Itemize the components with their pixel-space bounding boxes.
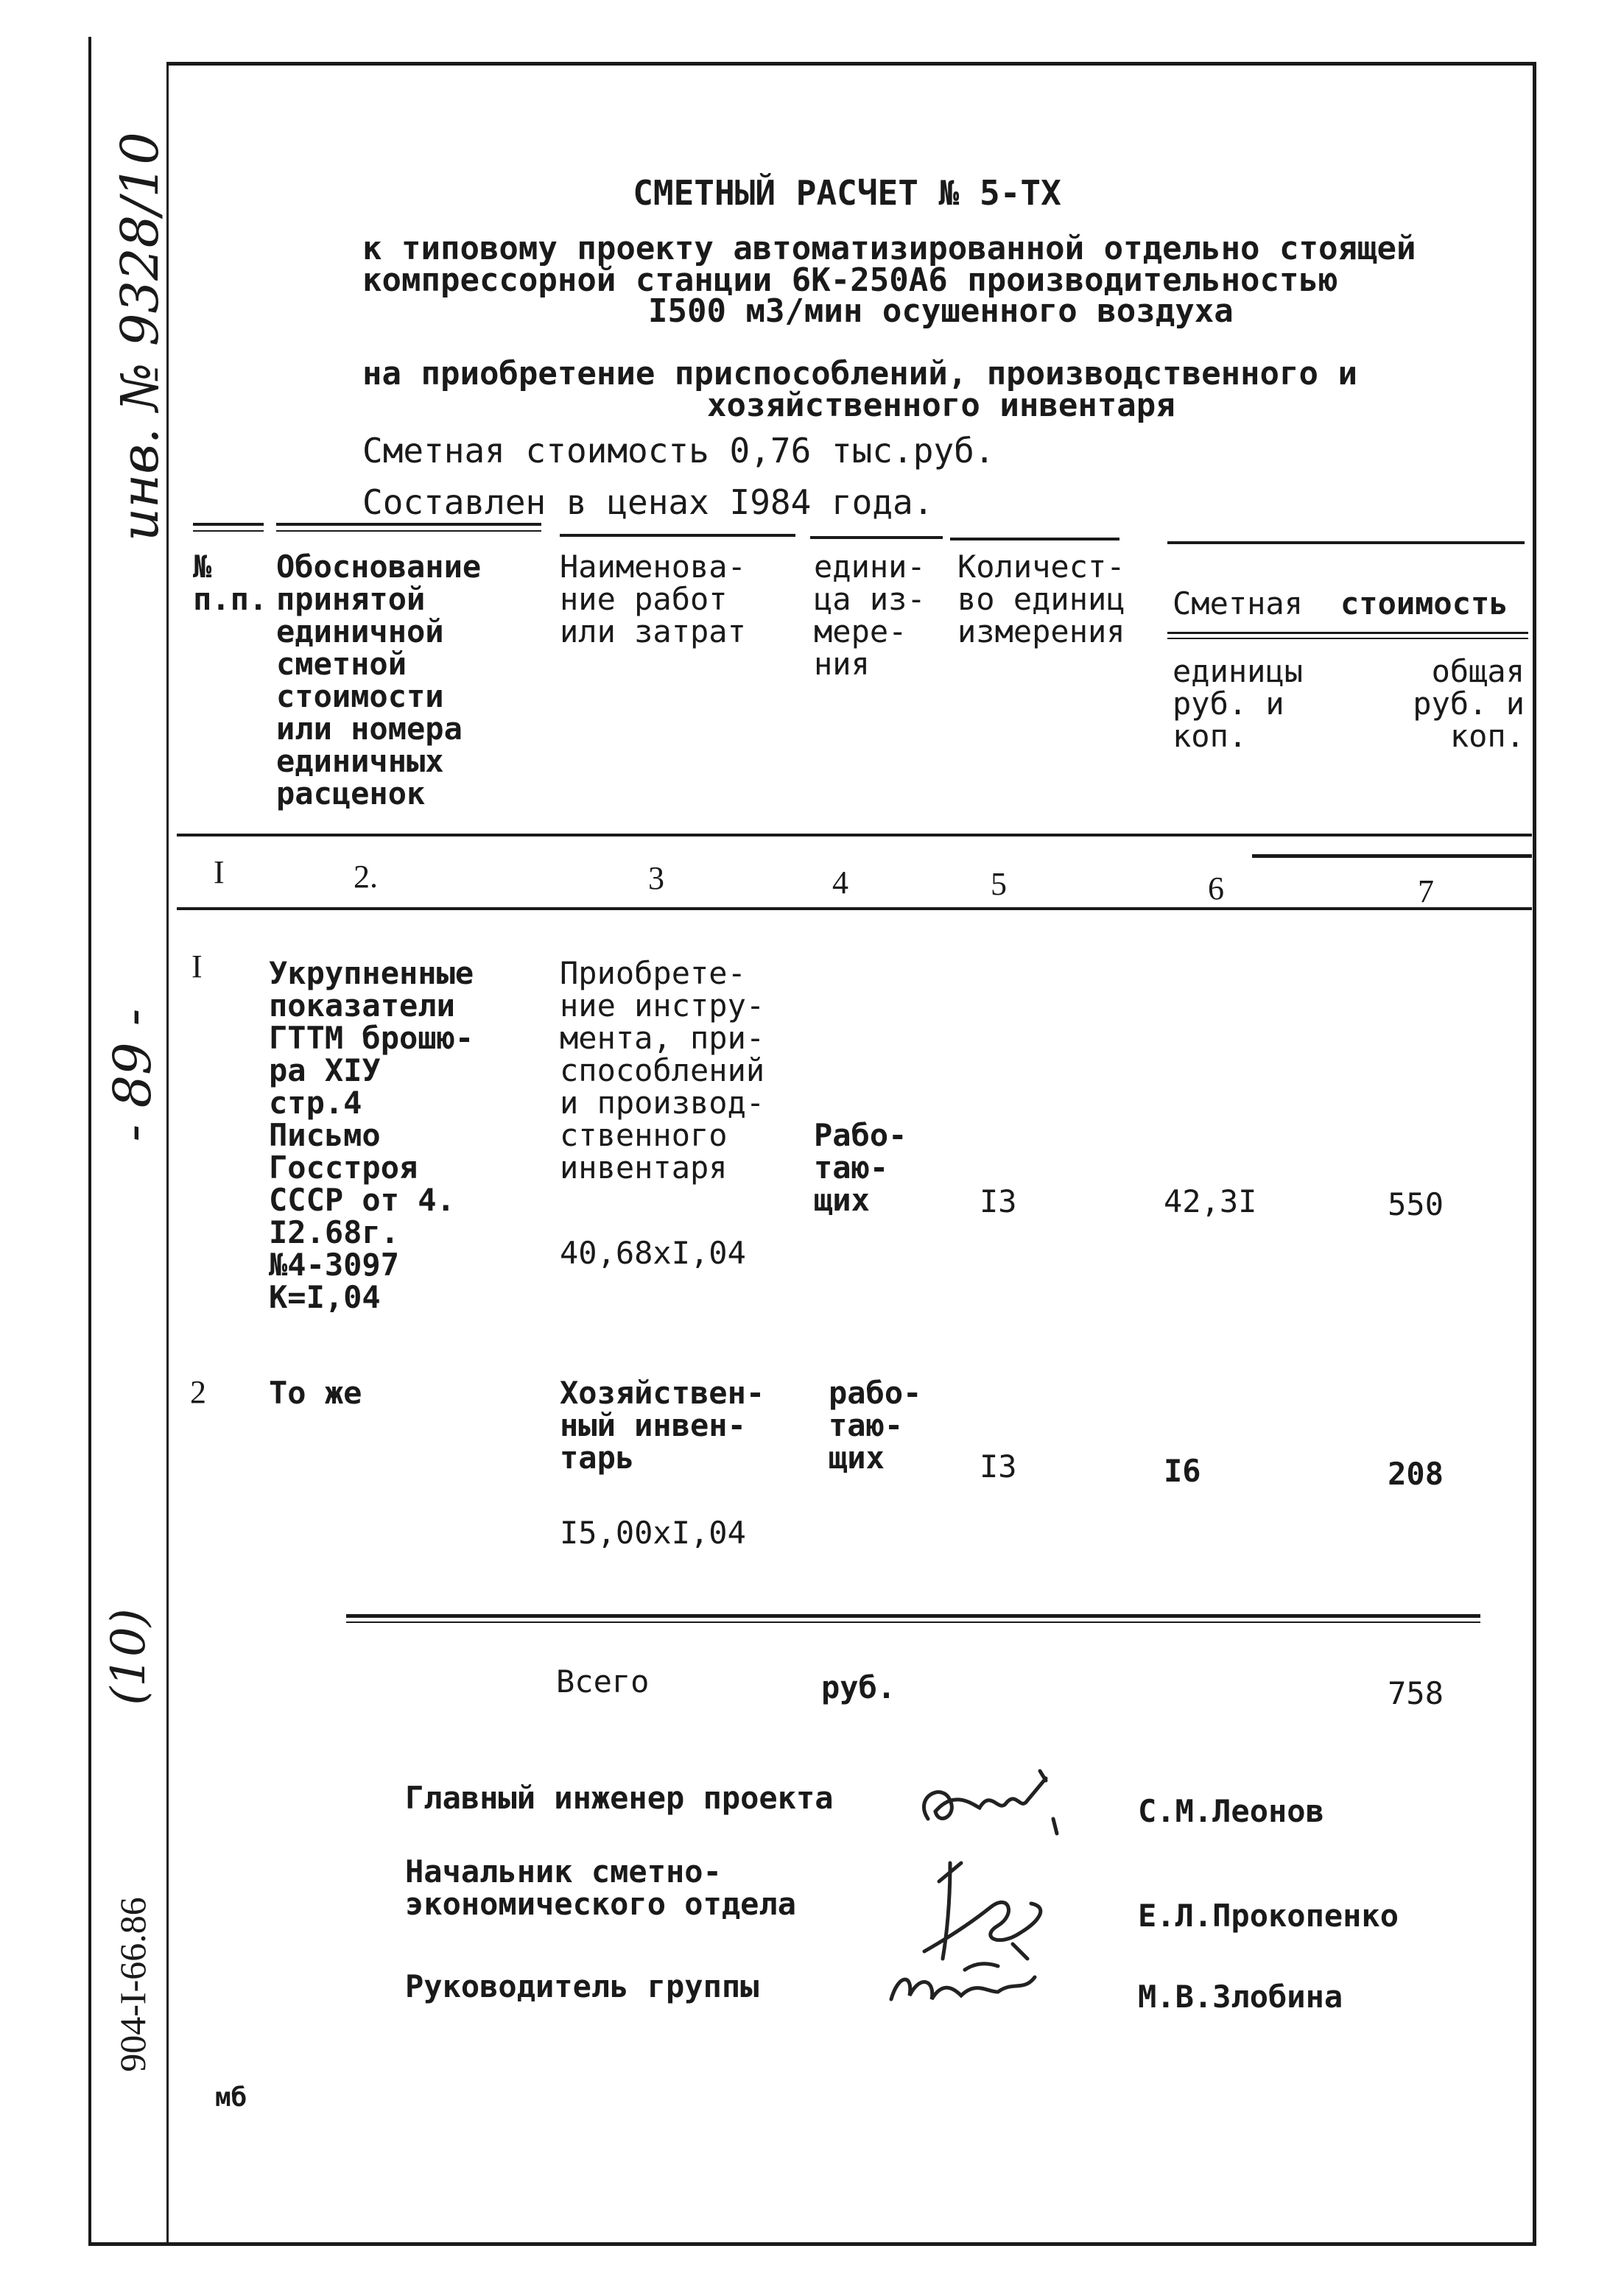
header-col-qty: Количест- во единиц измерения <box>957 549 1125 649</box>
signature-mark-3 <box>891 1964 1035 1999</box>
header-col-basis: Обоснование принятой единичной сметной стоимости или номера единичных расценок <box>276 549 482 811</box>
inventory-stamp: инв. № 9328/10 <box>110 132 170 541</box>
colnum-1: I <box>214 854 225 890</box>
row-1-unit-cost: 42,3I <box>1164 1183 1257 1219</box>
header-col-total: общая руб. и коп. <box>1413 653 1525 754</box>
row-2-total: 208 <box>1388 1456 1444 1492</box>
colnum-7: 7 <box>1418 873 1434 909</box>
signature-role-chief-engineer: Главный инженер проекта <box>405 1780 834 1816</box>
signature-role-head-of-estimates: Начальник сметно- экономического отдела <box>405 1853 797 1922</box>
total-label: Всего <box>556 1663 650 1700</box>
sheet-ref: (10) <box>102 1608 156 1705</box>
total-value: 758 <box>1388 1675 1444 1711</box>
header-rule-top-2b <box>276 530 541 532</box>
row-2-formula: I5,00хI,04 <box>560 1515 746 1551</box>
colnum-4: 4 <box>832 864 848 901</box>
header-col-unit-cost: единицы руб. и коп. <box>1173 653 1304 754</box>
frame-top <box>168 62 1536 66</box>
row-2-unit-cost: I6 <box>1164 1453 1201 1489</box>
header-rule-sub <box>1167 632 1528 634</box>
header-col-unit: едини- ца из- мере- ния <box>814 549 926 682</box>
header-rule-bottom <box>177 834 1532 837</box>
project-code: 904-I-66.86 <box>112 1897 153 2072</box>
colnum-5: 5 <box>991 866 1007 902</box>
row-2-number: 2 <box>190 1374 206 1410</box>
row-2-name: Хозяйствен- ный инвен- тарь <box>560 1375 765 1476</box>
row-1-unit: Рабо- таю- щих <box>814 1117 907 1218</box>
initials: мб <box>215 2082 247 2113</box>
signature-name-head-of-estimates: Е.Л.Прокопенко <box>1138 1898 1399 1934</box>
row-2-unit: рабо- таю- щих <box>829 1375 922 1476</box>
subtitle-line-3: I500 м3/мин осушенного воздуха <box>648 292 1234 330</box>
header-rule-top-1b <box>193 530 264 532</box>
row-1-basis: Укрупненные показатели ГТТМ брошю- ра XIУ стр.4 Письмо Госстроя СССР от 4. I2.68г. №4-3097 К=I,04 <box>269 955 474 1315</box>
row-1-number: I <box>191 948 203 985</box>
signature-name-group-lead: М.В.Злобина <box>1138 1979 1343 2015</box>
price-basis: Составлен в ценах I984 года. <box>362 482 934 522</box>
colnum-2: 2. <box>354 859 378 895</box>
colnum-3: 3 <box>648 860 664 896</box>
signature-name-chief-engineer: С.М.Леонов <box>1138 1793 1324 1829</box>
signature-mark-1 <box>924 1771 1057 1834</box>
header-cost-group-right: стоимость <box>1340 585 1508 621</box>
frame-left <box>88 37 91 2244</box>
header-rule-top-7 <box>1340 541 1525 544</box>
header-rule-top-5 <box>950 538 1119 540</box>
document-title: СМЕТНЫЙ РАСЧЕТ № 5-ТХ <box>633 173 1061 213</box>
row-1-formula: 40,68хI,04 <box>560 1235 746 1271</box>
page-number: - 89 - <box>102 1008 163 1142</box>
header-rule-top-6 <box>1167 541 1359 544</box>
subtitle-line-2: компрессорной станции 6К-250А6 производительностью <box>362 261 1338 299</box>
row-1-total: 550 <box>1388 1186 1444 1222</box>
signature-role-group-lead: Руководитель группы <box>405 1968 759 2004</box>
header-rule-top-2 <box>276 523 541 526</box>
subtitle-line-1: к типовому проекту автоматизированной отдельно стоящей <box>362 230 1416 267</box>
header-cost-group-left: Сметная <box>1173 585 1304 621</box>
header-rule-top-4 <box>810 536 943 539</box>
estimated-cost: Сметная стоимость 0,76 тыс.руб. <box>362 431 995 471</box>
header-rule-top-3 <box>560 534 795 537</box>
total-rule <box>346 1614 1480 1618</box>
total-unit: руб. <box>821 1669 896 1705</box>
frame-bottom <box>88 2242 1536 2246</box>
header-col-name: Наименова- ние работ или затрат <box>560 549 746 649</box>
row-1-qty: I3 <box>980 1183 1017 1219</box>
colnum-rule-top <box>1252 854 1532 858</box>
purpose-line-2: хозяйственного инвентаря <box>707 387 1175 424</box>
header-rule-sub-b <box>1167 638 1528 639</box>
row-2-qty: I3 <box>980 1448 1017 1485</box>
header-rule-top-1 <box>193 523 264 526</box>
frame-right <box>1533 62 1536 2245</box>
colnum-rule-bottom <box>177 907 1532 910</box>
purpose-line-1: на приобретение приспособлений, производственного и <box>362 355 1358 392</box>
row-1-name: Приобрете- ние инстру- мента, при- способлений и производ- ственного инвентаря <box>560 955 765 1186</box>
total-rule-b <box>346 1621 1480 1623</box>
header-col-num: № п.п. <box>193 549 268 617</box>
signature-mark-2 <box>924 1863 1041 1959</box>
colnum-6: 6 <box>1208 870 1224 906</box>
row-2-basis: То же <box>269 1375 362 1411</box>
handwritten-signatures <box>869 1738 1149 2032</box>
